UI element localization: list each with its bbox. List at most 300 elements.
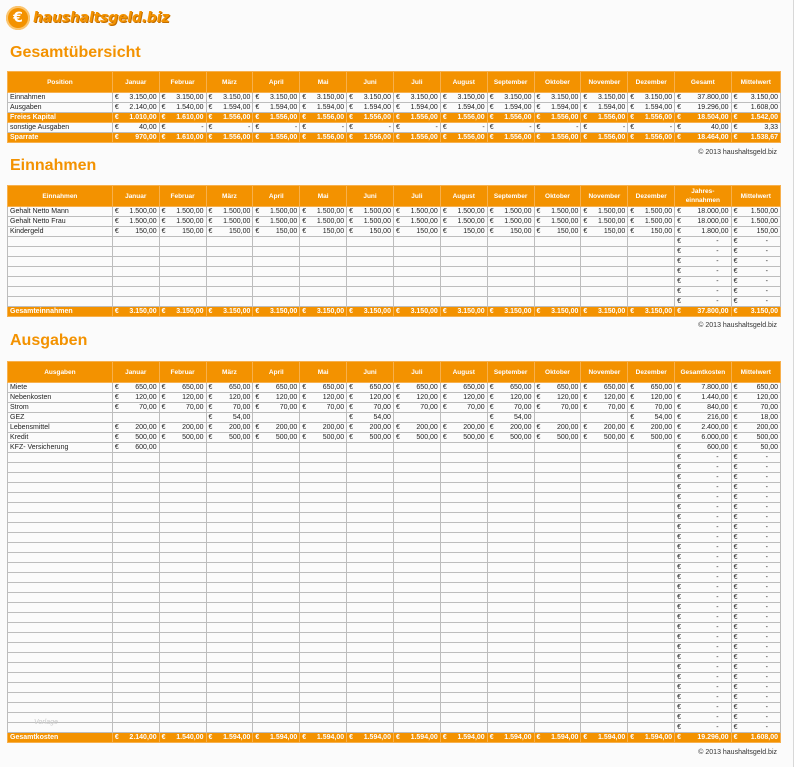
value-cell[interactable] <box>300 673 347 683</box>
row-label[interactable] <box>8 543 113 553</box>
value-cell[interactable] <box>347 463 394 473</box>
value-cell[interactable] <box>487 463 534 473</box>
value-cell[interactable] <box>112 683 159 693</box>
value-cell[interactable] <box>581 603 628 613</box>
value-cell[interactable] <box>300 523 347 533</box>
value-cell[interactable] <box>534 113 581 123</box>
value-cell[interactable] <box>628 267 675 277</box>
value-cell[interactable] <box>440 563 487 573</box>
value-cell[interactable] <box>112 473 159 483</box>
value-cell[interactable] <box>300 247 347 257</box>
value-cell[interactable] <box>731 413 780 423</box>
row-label[interactable] <box>8 673 113 683</box>
row-label[interactable] <box>8 237 113 247</box>
value-cell[interactable] <box>731 543 780 553</box>
value-cell[interactable] <box>440 297 487 307</box>
value-cell[interactable] <box>206 383 253 393</box>
value-cell[interactable] <box>159 693 206 703</box>
value-cell[interactable] <box>393 413 440 423</box>
value-cell[interactable] <box>440 207 487 217</box>
value-cell[interactable] <box>206 553 253 563</box>
value-cell[interactable] <box>393 633 440 643</box>
value-cell[interactable] <box>581 433 628 443</box>
value-cell[interactable] <box>206 673 253 683</box>
row-label[interactable] <box>8 623 113 633</box>
value-cell[interactable] <box>581 483 628 493</box>
value-cell[interactable] <box>628 543 675 553</box>
value-cell[interactable] <box>534 523 581 533</box>
value-cell[interactable] <box>487 503 534 513</box>
value-cell[interactable] <box>300 693 347 703</box>
value-cell[interactable] <box>300 383 347 393</box>
value-cell[interactable] <box>440 93 487 103</box>
value-cell[interactable] <box>112 423 159 433</box>
value-cell[interactable] <box>487 583 534 593</box>
value-cell[interactable] <box>534 623 581 633</box>
row-label[interactable]: Kindergeld <box>8 227 113 237</box>
value-cell[interactable] <box>581 123 628 133</box>
value-cell[interactable] <box>628 553 675 563</box>
value-cell[interactable] <box>253 393 300 403</box>
value-cell[interactable] <box>675 703 731 713</box>
value-cell[interactable] <box>347 103 394 113</box>
value-cell[interactable] <box>440 463 487 473</box>
value-cell[interactable] <box>253 493 300 503</box>
value-cell[interactable] <box>731 227 780 237</box>
value-cell[interactable] <box>581 267 628 277</box>
value-cell[interactable] <box>731 123 780 133</box>
value-cell[interactable] <box>253 633 300 643</box>
value-cell[interactable] <box>675 573 731 583</box>
value-cell[interactable] <box>534 463 581 473</box>
value-cell[interactable] <box>393 423 440 433</box>
value-cell[interactable] <box>112 703 159 713</box>
value-cell[interactable] <box>731 583 780 593</box>
value-cell[interactable] <box>534 267 581 277</box>
value-cell[interactable] <box>347 683 394 693</box>
row-label[interactable] <box>8 573 113 583</box>
value-cell[interactable] <box>347 403 394 413</box>
value-cell[interactable] <box>393 237 440 247</box>
value-cell[interactable] <box>731 277 780 287</box>
value-cell[interactable] <box>487 573 534 583</box>
value-cell[interactable] <box>112 103 159 113</box>
value-cell[interactable] <box>393 453 440 463</box>
row-label[interactable] <box>8 297 113 307</box>
value-cell[interactable] <box>347 287 394 297</box>
value-cell[interactable] <box>581 673 628 683</box>
value-cell[interactable] <box>159 663 206 673</box>
value-cell[interactable] <box>206 603 253 613</box>
value-cell[interactable] <box>253 683 300 693</box>
value-cell[interactable] <box>347 443 394 453</box>
value-cell[interactable] <box>159 413 206 423</box>
value-cell[interactable] <box>440 583 487 593</box>
value-cell[interactable] <box>159 633 206 643</box>
value-cell[interactable] <box>628 413 675 423</box>
row-label[interactable]: Miete <box>8 383 113 393</box>
value-cell[interactable] <box>393 207 440 217</box>
value-cell[interactable] <box>487 623 534 633</box>
row-label[interactable] <box>8 523 113 533</box>
value-cell[interactable] <box>253 423 300 433</box>
value-cell[interactable] <box>487 247 534 257</box>
value-cell[interactable] <box>112 483 159 493</box>
value-cell[interactable] <box>628 513 675 523</box>
value-cell[interactable] <box>300 713 347 723</box>
value-cell[interactable] <box>300 237 347 247</box>
value-cell[interactable] <box>347 583 394 593</box>
row-label[interactable] <box>8 683 113 693</box>
value-cell[interactable] <box>253 403 300 413</box>
value-cell[interactable] <box>206 503 253 513</box>
value-cell[interactable] <box>487 543 534 553</box>
value-cell[interactable] <box>253 553 300 563</box>
value-cell[interactable] <box>347 563 394 573</box>
value-cell[interactable] <box>206 493 253 503</box>
value-cell[interactable] <box>581 613 628 623</box>
value-cell[interactable] <box>159 503 206 513</box>
value-cell[interactable] <box>159 453 206 463</box>
value-cell[interactable] <box>675 403 731 413</box>
value-cell[interactable] <box>253 523 300 533</box>
value-cell[interactable] <box>206 443 253 453</box>
value-cell[interactable] <box>393 287 440 297</box>
value-cell[interactable] <box>393 553 440 563</box>
value-cell[interactable] <box>159 287 206 297</box>
value-cell[interactable] <box>534 683 581 693</box>
value-cell[interactable] <box>534 643 581 653</box>
value-cell[interactable] <box>253 267 300 277</box>
value-cell[interactable] <box>581 277 628 287</box>
value-cell[interactable] <box>206 257 253 267</box>
value-cell[interactable] <box>393 603 440 613</box>
value-cell[interactable] <box>393 247 440 257</box>
row-label[interactable] <box>8 553 113 563</box>
value-cell[interactable] <box>300 113 347 123</box>
value-cell[interactable] <box>206 573 253 583</box>
value-cell[interactable] <box>347 277 394 287</box>
value-cell[interactable] <box>581 297 628 307</box>
value-cell[interactable] <box>206 663 253 673</box>
value-cell[interactable] <box>731 573 780 583</box>
value-cell[interactable] <box>675 533 731 543</box>
value-cell[interactable] <box>534 563 581 573</box>
value-cell[interactable] <box>440 393 487 403</box>
value-cell[interactable] <box>253 103 300 113</box>
row-label[interactable]: Lebensmittel <box>8 423 113 433</box>
value-cell[interactable] <box>300 593 347 603</box>
value-cell[interactable] <box>300 123 347 133</box>
value-cell[interactable] <box>731 217 780 227</box>
value-cell[interactable] <box>253 723 300 733</box>
value-cell[interactable] <box>393 403 440 413</box>
value-cell[interactable] <box>440 673 487 683</box>
value-cell[interactable] <box>347 257 394 267</box>
row-label[interactable] <box>8 653 113 663</box>
value-cell[interactable] <box>112 403 159 413</box>
value-cell[interactable] <box>159 473 206 483</box>
value-cell[interactable] <box>581 563 628 573</box>
value-cell[interactable] <box>206 403 253 413</box>
value-cell[interactable] <box>534 613 581 623</box>
value-cell[interactable] <box>393 133 440 143</box>
value-cell[interactable] <box>628 603 675 613</box>
value-cell[interactable] <box>159 217 206 227</box>
value-cell[interactable] <box>487 683 534 693</box>
value-cell[interactable] <box>534 257 581 267</box>
value-cell[interactable] <box>347 573 394 583</box>
value-cell[interactable] <box>731 403 780 413</box>
value-cell[interactable] <box>347 413 394 423</box>
value-cell[interactable] <box>581 207 628 217</box>
value-cell[interactable] <box>253 673 300 683</box>
value-cell[interactable] <box>731 93 780 103</box>
value-cell[interactable] <box>347 383 394 393</box>
value-cell[interactable] <box>487 207 534 217</box>
value-cell[interactable] <box>159 653 206 663</box>
value-cell[interactable] <box>112 553 159 563</box>
value-cell[interactable] <box>628 713 675 723</box>
value-cell[interactable] <box>534 227 581 237</box>
value-cell[interactable] <box>253 207 300 217</box>
value-cell[interactable] <box>440 683 487 693</box>
value-cell[interactable] <box>393 623 440 633</box>
value-cell[interactable] <box>347 297 394 307</box>
value-cell[interactable] <box>253 643 300 653</box>
value-cell[interactable] <box>675 493 731 503</box>
value-cell[interactable] <box>731 433 780 443</box>
value-cell[interactable] <box>206 593 253 603</box>
value-cell[interactable] <box>675 663 731 673</box>
value-cell[interactable] <box>581 493 628 503</box>
value-cell[interactable] <box>487 643 534 653</box>
value-cell[interactable] <box>487 393 534 403</box>
value-cell[interactable] <box>206 623 253 633</box>
value-cell[interactable] <box>300 623 347 633</box>
value-cell[interactable] <box>675 133 731 143</box>
value-cell[interactable] <box>487 443 534 453</box>
row-label[interactable] <box>8 473 113 483</box>
value-cell[interactable] <box>393 723 440 733</box>
value-cell[interactable] <box>300 503 347 513</box>
value-cell[interactable] <box>581 227 628 237</box>
value-cell[interactable] <box>112 513 159 523</box>
value-cell[interactable] <box>393 683 440 693</box>
value-cell[interactable] <box>440 723 487 733</box>
value-cell[interactable] <box>300 433 347 443</box>
value-cell[interactable] <box>159 267 206 277</box>
value-cell[interactable] <box>393 643 440 653</box>
value-cell[interactable] <box>628 653 675 663</box>
value-cell[interactable] <box>675 257 731 267</box>
value-cell[interactable] <box>487 383 534 393</box>
value-cell[interactable] <box>253 613 300 623</box>
value-cell[interactable] <box>159 713 206 723</box>
value-cell[interactable] <box>206 113 253 123</box>
value-cell[interactable] <box>159 573 206 583</box>
value-cell[interactable] <box>675 227 731 237</box>
value-cell[interactable] <box>159 643 206 653</box>
value-cell[interactable] <box>440 603 487 613</box>
value-cell[interactable] <box>440 513 487 523</box>
value-cell[interactable] <box>731 297 780 307</box>
value-cell[interactable] <box>628 723 675 733</box>
value-cell[interactable] <box>347 133 394 143</box>
value-cell[interactable] <box>487 433 534 443</box>
value-cell[interactable] <box>440 643 487 653</box>
value-cell[interactable] <box>581 643 628 653</box>
value-cell[interactable] <box>300 297 347 307</box>
value-cell[interactable] <box>731 287 780 297</box>
value-cell[interactable] <box>628 237 675 247</box>
row-label[interactable]: Einnahmen <box>8 93 113 103</box>
value-cell[interactable] <box>534 693 581 703</box>
value-cell[interactable] <box>300 703 347 713</box>
value-cell[interactable] <box>112 237 159 247</box>
value-cell[interactable] <box>487 663 534 673</box>
value-cell[interactable] <box>347 523 394 533</box>
value-cell[interactable] <box>487 453 534 463</box>
value-cell[interactable] <box>581 103 628 113</box>
value-cell[interactable] <box>675 453 731 463</box>
value-cell[interactable] <box>487 533 534 543</box>
value-cell[interactable] <box>253 483 300 493</box>
value-cell[interactable] <box>440 473 487 483</box>
value-cell[interactable] <box>347 633 394 643</box>
value-cell[interactable] <box>347 123 394 133</box>
value-cell[interactable] <box>112 463 159 473</box>
value-cell[interactable] <box>159 207 206 217</box>
value-cell[interactable] <box>487 257 534 267</box>
value-cell[interactable] <box>393 653 440 663</box>
value-cell[interactable] <box>253 563 300 573</box>
value-cell[interactable] <box>159 227 206 237</box>
value-cell[interactable] <box>440 693 487 703</box>
value-cell[interactable] <box>206 287 253 297</box>
value-cell[interactable] <box>206 217 253 227</box>
value-cell[interactable] <box>675 553 731 563</box>
value-cell[interactable] <box>159 247 206 257</box>
value-cell[interactable] <box>628 93 675 103</box>
value-cell[interactable] <box>393 383 440 393</box>
value-cell[interactable] <box>675 423 731 433</box>
value-cell[interactable] <box>675 653 731 663</box>
value-cell[interactable] <box>534 493 581 503</box>
value-cell[interactable] <box>159 513 206 523</box>
value-cell[interactable] <box>675 123 731 133</box>
value-cell[interactable] <box>487 413 534 423</box>
value-cell[interactable] <box>159 403 206 413</box>
value-cell[interactable] <box>675 103 731 113</box>
value-cell[interactable] <box>159 723 206 733</box>
value-cell[interactable] <box>581 583 628 593</box>
value-cell[interactable] <box>675 593 731 603</box>
value-cell[interactable] <box>159 423 206 433</box>
value-cell[interactable] <box>487 123 534 133</box>
value-cell[interactable] <box>731 643 780 653</box>
row-label[interactable]: Nebenkosten <box>8 393 113 403</box>
value-cell[interactable] <box>300 653 347 663</box>
value-cell[interactable] <box>628 463 675 473</box>
value-cell[interactable] <box>347 533 394 543</box>
value-cell[interactable] <box>628 113 675 123</box>
value-cell[interactable] <box>393 523 440 533</box>
value-cell[interactable] <box>628 493 675 503</box>
value-cell[interactable] <box>534 673 581 683</box>
value-cell[interactable] <box>253 123 300 133</box>
value-cell[interactable] <box>159 237 206 247</box>
value-cell[interactable] <box>675 287 731 297</box>
value-cell[interactable] <box>206 277 253 287</box>
value-cell[interactable] <box>347 207 394 217</box>
value-cell[interactable] <box>159 603 206 613</box>
value-cell[interactable] <box>675 443 731 453</box>
value-cell[interactable] <box>393 473 440 483</box>
value-cell[interactable] <box>487 613 534 623</box>
value-cell[interactable] <box>534 553 581 563</box>
value-cell[interactable] <box>440 543 487 553</box>
row-label[interactable]: sonstige Ausgaben <box>8 123 113 133</box>
value-cell[interactable] <box>731 553 780 563</box>
value-cell[interactable] <box>112 277 159 287</box>
value-cell[interactable] <box>347 237 394 247</box>
value-cell[interactable] <box>112 673 159 683</box>
value-cell[interactable] <box>347 247 394 257</box>
value-cell[interactable] <box>159 463 206 473</box>
value-cell[interactable] <box>731 653 780 663</box>
value-cell[interactable] <box>534 713 581 723</box>
value-cell[interactable] <box>300 473 347 483</box>
value-cell[interactable] <box>675 603 731 613</box>
value-cell[interactable] <box>487 217 534 227</box>
value-cell[interactable] <box>206 563 253 573</box>
value-cell[interactable] <box>300 277 347 287</box>
value-cell[interactable] <box>112 113 159 123</box>
value-cell[interactable] <box>534 633 581 643</box>
value-cell[interactable] <box>112 493 159 503</box>
value-cell[interactable] <box>440 713 487 723</box>
value-cell[interactable] <box>393 297 440 307</box>
value-cell[interactable] <box>628 503 675 513</box>
value-cell[interactable] <box>393 227 440 237</box>
value-cell[interactable] <box>487 227 534 237</box>
value-cell[interactable] <box>393 693 440 703</box>
value-cell[interactable] <box>731 703 780 713</box>
value-cell[interactable] <box>534 423 581 433</box>
row-label[interactable] <box>8 603 113 613</box>
value-cell[interactable] <box>440 443 487 453</box>
value-cell[interactable] <box>206 693 253 703</box>
value-cell[interactable] <box>487 133 534 143</box>
value-cell[interactable] <box>731 563 780 573</box>
value-cell[interactable] <box>112 413 159 423</box>
value-cell[interactable] <box>206 533 253 543</box>
value-cell[interactable] <box>206 543 253 553</box>
value-cell[interactable] <box>534 133 581 143</box>
value-cell[interactable] <box>112 257 159 267</box>
row-label[interactable] <box>8 663 113 673</box>
row-label[interactable] <box>8 723 113 733</box>
value-cell[interactable] <box>731 513 780 523</box>
value-cell[interactable] <box>112 643 159 653</box>
value-cell[interactable] <box>206 453 253 463</box>
value-cell[interactable] <box>206 463 253 473</box>
value-cell[interactable] <box>487 403 534 413</box>
value-cell[interactable] <box>253 663 300 673</box>
row-label[interactable] <box>8 267 113 277</box>
row-label[interactable] <box>8 493 113 503</box>
